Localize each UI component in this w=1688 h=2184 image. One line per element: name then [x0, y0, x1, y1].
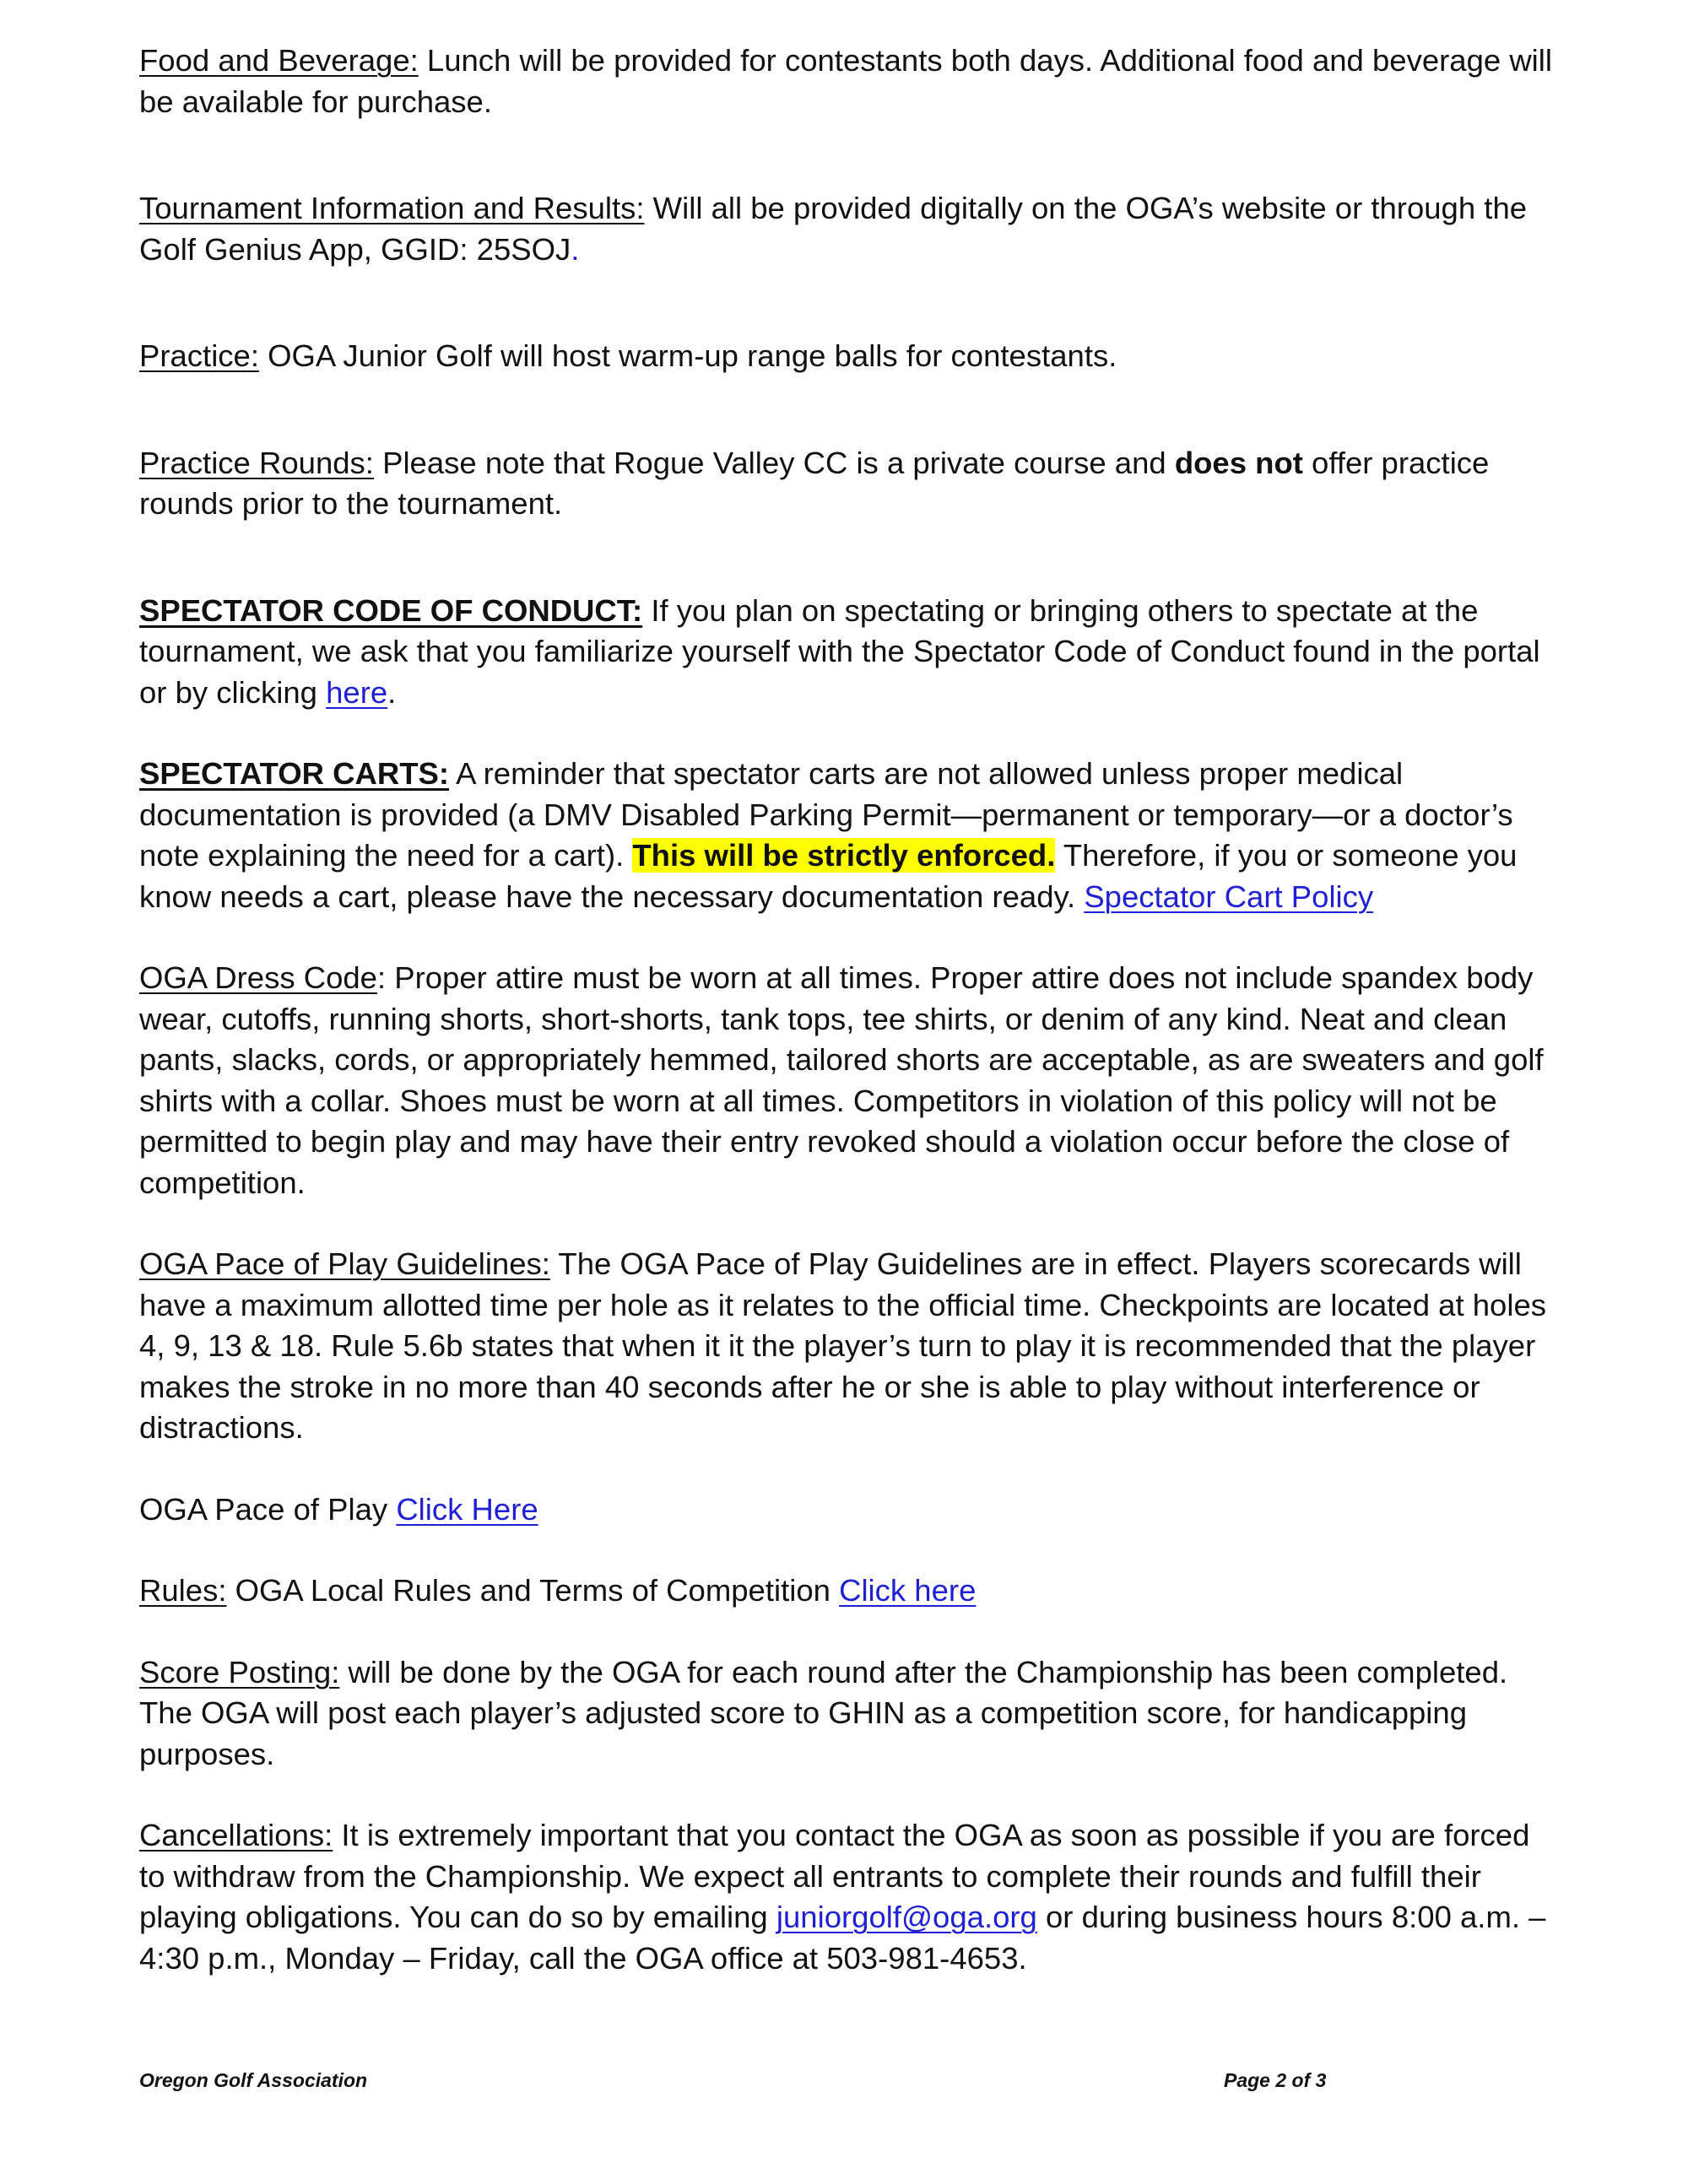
pace-of-play-link[interactable]: Click Here	[396, 1491, 538, 1527]
spectator-carts-label: SPECTATOR CARTS:	[139, 756, 450, 791]
tournament-label: Tournament Information and Results:	[139, 191, 645, 225]
rules-text: OGA Local Rules and Terms of Competition	[226, 1573, 840, 1608]
rules-paragraph	[139, 1570, 1557, 1612]
strictly-enforced-highlight: This will be strictly enforced.	[632, 838, 1056, 873]
tournament-paragraph	[139, 188, 1557, 270]
practice-paragraph	[139, 336, 1557, 377]
spectator-carts-paragraph	[139, 754, 1557, 917]
practice-rounds-text-before: Please note that Rogue Valley CC is a private course and	[373, 445, 1175, 480]
tournament-text: Will all be provided digitally on the OGA’s website or through the Golf Genius App, GGID: 25SOJ	[139, 191, 1528, 267]
score-posting-paragraph	[139, 1652, 1557, 1776]
spectator-carts-text-after: Therefore, if you or someone you know needs a cart, please have the necessary documentation ready.	[139, 838, 1518, 914]
document-body	[139, 41, 1557, 1979]
score-posting-text: will be done by the OGA for each round after the Championship has been completed. The OGA will post each player’s adjusted score to GHIN as a competition score, for handicapping purposes.	[139, 1654, 1508, 1771]
spectator-conduct-end: .	[387, 674, 397, 710]
dress-code-paragraph	[139, 958, 1557, 1203]
food-text: Lunch will be provided for contestants both days. Additional food and beverage will be available for purchase.	[139, 43, 1553, 119]
cancellations-text-before: It is extremely important that you contact the OGA as soon as possible if you are forced to withdraw from the Championship. We expect all entrants to complete their rounds and fulfill their playing obligations. You can do so by emailing	[139, 1818, 1530, 1934]
spectator-carts-text-before: A reminder that spectator carts are not allowed unless proper medical documentation is provided (a DMV Disabled Parking Permit—permanent or temporary—or a doctor’s note explaining the need for a cart).	[139, 756, 1513, 873]
rules-link[interactable]: Click here	[839, 1573, 977, 1608]
cancellations-paragraph	[139, 1815, 1557, 1979]
pace-of-play-paragraph	[139, 1489, 1557, 1531]
practice-rounds-bold: does not	[1174, 445, 1303, 480]
dress-code-text: : Proper attire must be worn at all times. Proper attire does not include spandex body wear, cutoffs, running shorts, short-shorts, tank tops, tee shirts, or denim of any kind. Neat and clean pants, slacks, cords, or appropriately hemmed, tailored shorts are acceptable, as are sweaters and golf shirts with a collar. Shoes must be worn at all times. Competitors in violation of this policy will not be permitted to begin play and may have their entry revoked should a violation occur before the close of competition.	[139, 960, 1544, 1200]
score-posting-label: Score Posting:	[139, 1654, 340, 1689]
spectator-conduct-label: SPECTATOR CODE OF CONDUCT:	[139, 592, 643, 628]
rules-label: Rules:	[139, 1573, 227, 1608]
cancellations-label: Cancellations:	[139, 1818, 333, 1852]
footer-page-number: Page 2 of 3	[1224, 2069, 1327, 2091]
practice-rounds-paragraph	[139, 443, 1557, 525]
spectator-conduct-link[interactable]: here	[326, 674, 388, 710]
practice-text: OGA Junior Golf will host warm-up range balls for contestants.	[259, 338, 1117, 373]
practice-rounds-label: Practice Rounds:	[139, 445, 374, 480]
pace-guidelines-text: The OGA Pace of Play Guidelines are in effect. Players scorecards will have a maximum allotted time per hole as it relates to the official time. Checkpoints are located at holes 4, 9, 13 & 18. Rule 5.6b states that when it it the player’s turn to play it is recommended that the player makes the stroke in no more than 40 seconds after he or she is able to play without interference or distractions.	[139, 1246, 1547, 1445]
practice-rounds-text-after: offer practice rounds prior to the tournament.	[139, 445, 1490, 521]
junior-golf-email-link[interactable]: juniorgolf@oga.org	[776, 1900, 1037, 1934]
food-paragraph	[139, 41, 1557, 122]
spectator-conduct-text: If you plan on spectating or bringing others to spectate at the tournament, we ask that you familiarize yourself with the Spectator Code of Conduct found in the portal or by clicking	[139, 592, 1540, 710]
footer-organization: Oregon Golf Association	[139, 2069, 368, 2091]
pace-guidelines-label: OGA Pace of Play Guidelines:	[139, 1246, 550, 1281]
pace-of-play-text: OGA Pace of Play	[139, 1491, 397, 1527]
cancellations-text-after: or during business hours 8:00 a.m. – 4:30 p.m., Monday – Friday, call the OGA office at 503-981-4653.	[139, 1900, 1546, 1976]
tournament-period: .	[571, 231, 580, 267]
food-label: Food and Beverage:	[139, 43, 419, 78]
spectator-cart-policy-link[interactable]: Spectator Cart Policy	[1084, 878, 1374, 914]
spectator-conduct-paragraph	[139, 591, 1557, 714]
practice-label: Practice:	[139, 338, 259, 373]
dress-code-label: OGA Dress Code	[139, 960, 377, 995]
pace-guidelines-paragraph	[139, 1244, 1557, 1449]
